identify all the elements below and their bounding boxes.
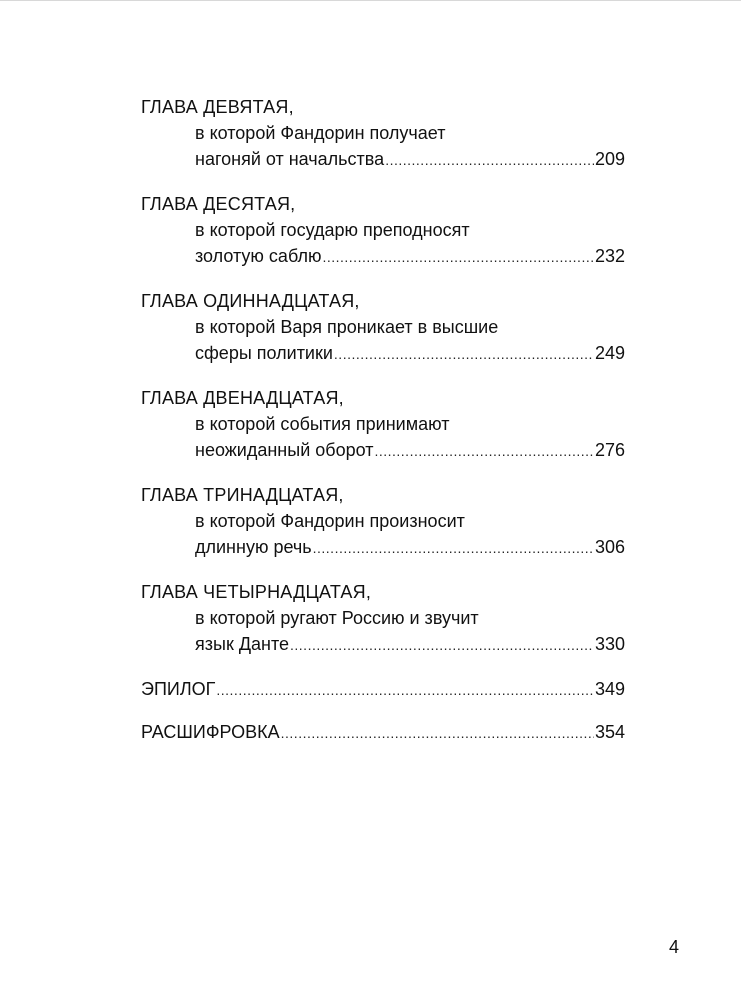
chapter-title: ГЛАВА ОДИННАДЦАТАЯ, bbox=[141, 291, 360, 311]
page-reference: 232 bbox=[594, 246, 625, 266]
dot-leader bbox=[216, 677, 594, 703]
toc-entry-decoding[interactable] bbox=[141, 719, 625, 746]
page-top-border bbox=[0, 0, 741, 1]
chapter-description-line: в которой Варя проникает в высшие bbox=[195, 317, 499, 337]
chapter-description-line: нагоняй от начальства bbox=[195, 149, 385, 169]
chapter-leader-line bbox=[195, 146, 625, 173]
chapter-leader-line bbox=[195, 340, 625, 367]
chapter-title: ГЛАВА ТРИНАДЦАТАЯ, bbox=[141, 485, 344, 505]
chapter-description-line: сферы политики bbox=[195, 343, 333, 363]
chapter-description bbox=[141, 411, 625, 464]
table-of-contents bbox=[141, 94, 625, 762]
page-reference: 330 bbox=[594, 634, 625, 654]
chapter-title: ГЛАВА ДЕВЯТАЯ, bbox=[141, 97, 294, 117]
chapter-description-line: длинную речь bbox=[195, 537, 312, 557]
chapter-title: ГЛАВА ЧЕТЫРНАДЦАТАЯ, bbox=[141, 582, 372, 602]
page-reference: 249 bbox=[594, 343, 625, 363]
chapter-description-line: в которой ругают Россию и звучит bbox=[195, 608, 479, 628]
chapter-description bbox=[141, 120, 625, 173]
chapter-description bbox=[141, 314, 625, 367]
chapter-description bbox=[141, 508, 625, 561]
chapter-title: ГЛАВА ДЕСЯТАЯ, bbox=[141, 194, 296, 214]
chapter-leader-line bbox=[195, 631, 625, 658]
dot-leader bbox=[281, 720, 594, 746]
toc-entry-epilogue[interactable] bbox=[141, 676, 625, 703]
page-reference: 276 bbox=[594, 440, 625, 460]
dot-leader bbox=[334, 341, 594, 367]
toc-entry-chapter-11[interactable] bbox=[141, 288, 625, 367]
toc-entry-chapter-14[interactable] bbox=[141, 579, 625, 658]
chapter-leader-line bbox=[195, 243, 625, 270]
page-number: 4 bbox=[668, 937, 679, 957]
dot-leader bbox=[385, 147, 594, 173]
chapter-description bbox=[141, 605, 625, 658]
chapter-title: ГЛАВА ДВЕНАДЦАТАЯ, bbox=[141, 388, 344, 408]
dot-leader bbox=[322, 244, 594, 270]
toc-entry-chapter-10[interactable] bbox=[141, 191, 625, 270]
chapter-description-line: в которой государю преподносят bbox=[195, 220, 470, 240]
chapter-leader-line bbox=[195, 437, 625, 464]
page-reference: 349 bbox=[594, 679, 625, 699]
page-reference: 209 bbox=[594, 149, 625, 169]
toc-entry-chapter-13[interactable] bbox=[141, 482, 625, 561]
chapter-description-line: в которой Фандорин получает bbox=[195, 123, 446, 143]
chapter-description-line: золотую саблю bbox=[195, 246, 322, 266]
page-reference: 306 bbox=[594, 537, 625, 557]
chapter-description-line: в которой события принимают bbox=[195, 414, 450, 434]
page-reference: 354 bbox=[594, 722, 625, 742]
dot-leader bbox=[313, 535, 594, 561]
chapter-description-line: в которой Фандорин произносит bbox=[195, 511, 465, 531]
chapter-leader-line bbox=[195, 534, 625, 561]
toc-entry-chapter-12[interactable] bbox=[141, 385, 625, 464]
dot-leader bbox=[374, 438, 594, 464]
chapter-description bbox=[141, 217, 625, 270]
chapter-description-line: язык Данте bbox=[195, 634, 290, 654]
dot-leader bbox=[290, 632, 594, 658]
chapter-description-line: неожиданный оборот bbox=[195, 440, 374, 460]
toc-entry-chapter-9[interactable] bbox=[141, 94, 625, 173]
epilogue-title: ЭПИЛОГ bbox=[141, 679, 216, 699]
decoding-title: РАСШИФРОВКА bbox=[141, 722, 280, 742]
